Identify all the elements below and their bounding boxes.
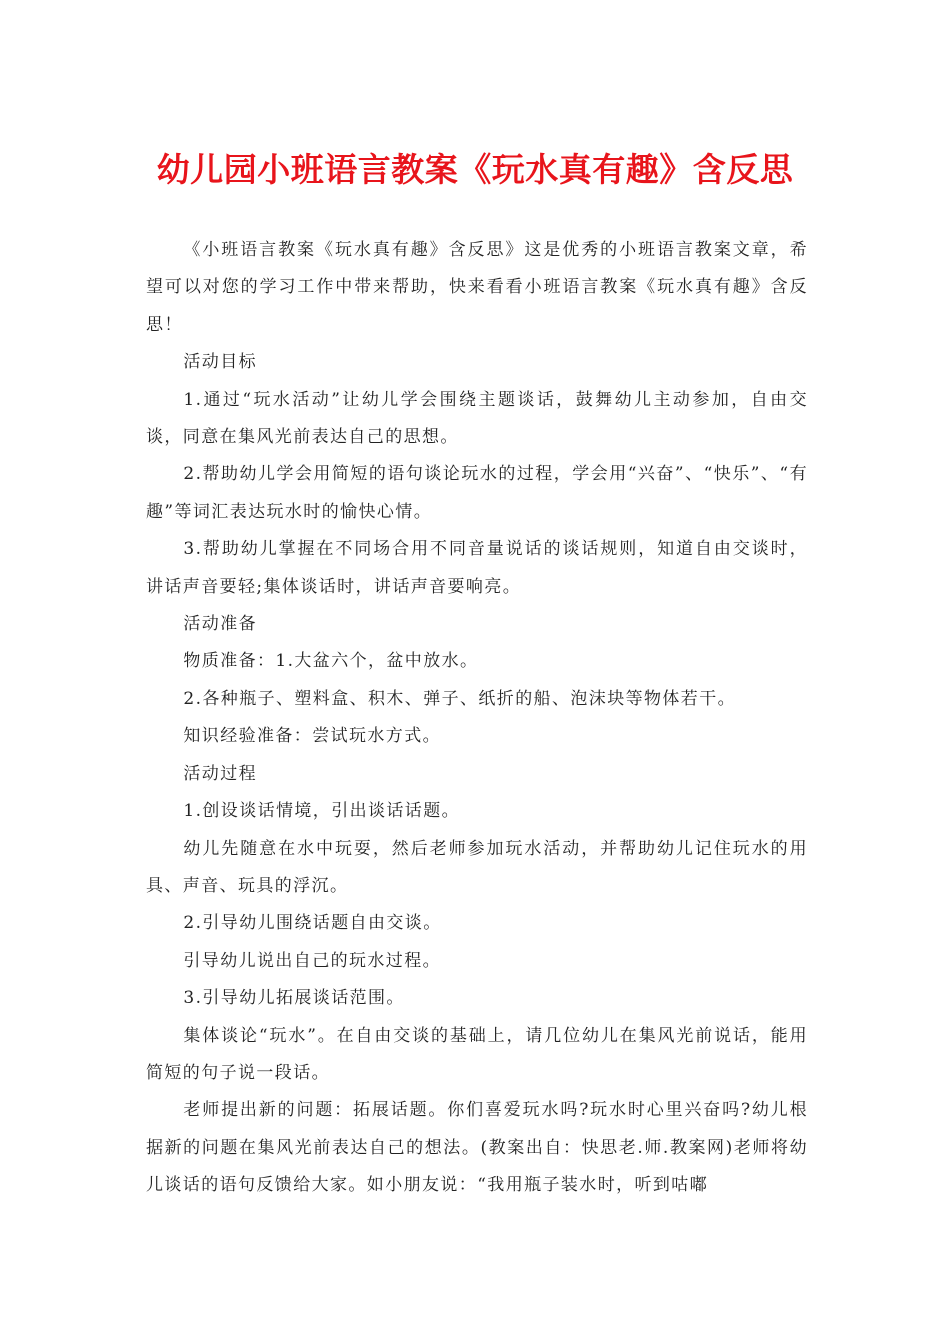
paragraph-step-1-detail: 幼儿先随意在水中玩耍，然后老师参加玩水活动，并帮助幼儿记住玩水的用具、声音、玩具的浮沉。: [146, 838, 808, 896]
paragraph-step-2: 2.引导幼儿围绕话题自由交谈。: [183, 913, 442, 934]
heading-activity-goals: 活动目标: [183, 352, 257, 373]
paragraph-material-items: 2.各种瓶子、塑料盒、积木、弹子、纸折的船、泡沫块等物体若干。: [183, 688, 737, 709]
paragraph-intro: 《小班语言教案《玩水真有趣》含反思》这是优秀的小班语言教案文章，希望可以对您的学习工作中带来帮助，快来看看小班语言教案《玩水真有趣》含反思！: [146, 240, 808, 335]
document-body: [146, 232, 808, 1205]
paragraph-step-3-detail: 集体谈论“玩水”。在自由交谈的基础上，请几位幼儿在集风光前说话，能用简短的句子说一段话。: [146, 1025, 808, 1083]
page-title: 幼儿园小班语言教案《玩水真有趣》含反思: [156, 150, 794, 189]
paragraph-step-1: 1.创设谈话情境，引出谈话话题。: [183, 801, 461, 822]
heading-activity-process: 活动过程: [183, 763, 257, 784]
paragraph-goal-1: 1.通过“玩水活动”让幼儿学会围绕主题谈话，鼓舞幼儿主动参加，自由交谈，同意在集风光前表达自己的思想。: [146, 389, 808, 448]
paragraph-knowledge-prep: 知识经验准备：尝试玩水方式。: [183, 726, 441, 747]
paragraph-step-3-questions: 老师提出新的问题：拓展话题。你们喜爱玩水吗?玩水时心里兴奋吗?幼儿根据新的问题在集风光前表达自己的想法。(教案出自：快思老.师.教案网)老师将幼儿谈话的语句反馈给大家。如小朋友说：“我用瓶子装水时，听到咕嘟: [146, 1100, 808, 1196]
paragraph-goal-3: 3.帮助幼儿掌握在不同场合用不同音量说话的谈话规则，知道自由交谈时，讲话声音要轻;集体谈话时，讲话声音要响亮。: [146, 539, 808, 597]
paragraph-goal-2: 2.帮助幼儿学会用简短的语句谈论玩水的过程，学会用“兴奋”、“快乐”、“有趣”等词汇表达玩水时的愉快心情。: [146, 464, 808, 522]
paragraph-material-prep: 物质准备：1.大盆六个，盆中放水。: [183, 651, 479, 672]
heading-activity-preparation: 活动准备: [183, 614, 257, 635]
paragraph-step-2-detail: 引导幼儿说出自己的玩水过程。: [183, 950, 441, 971]
paragraph-step-3: 3.引导幼儿拓展谈话范围。: [183, 988, 405, 1009]
